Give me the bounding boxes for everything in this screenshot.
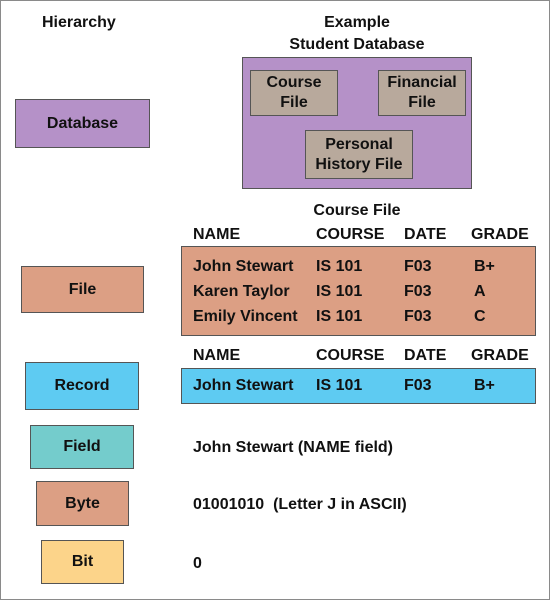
course-file-table (181, 246, 536, 336)
record-course: IS 101 (316, 377, 363, 394)
file-row-1-date: F03 (404, 258, 432, 275)
personal-history-file-line1: Personal (325, 135, 393, 153)
hierarchy-file-label: File (68, 280, 97, 298)
financial-file-line1: Financial (387, 74, 457, 91)
hierarchy-record-label: Record (54, 377, 110, 394)
personal-history-file-box (305, 130, 413, 179)
file-row-3-grade: C (474, 308, 486, 325)
hierarchy-bit-label: Bit (71, 553, 94, 570)
file-header-grade: GRADE (471, 226, 529, 243)
course-file-line1: Course (266, 74, 322, 91)
record-row-box (181, 368, 536, 404)
file-row-2-course: IS 101 (316, 283, 363, 300)
file-row-3-date: F03 (404, 308, 432, 325)
hierarchy-byte-label: Byte (65, 494, 100, 512)
hierarchy-bit-box (41, 540, 124, 584)
personal-history-file-line2: History File (315, 155, 403, 173)
record-header-name: NAME (193, 347, 241, 364)
hierarchy-field-box (30, 425, 134, 469)
example-heading: Example (324, 14, 390, 31)
file-row-2-date: F03 (404, 283, 432, 300)
hierarchy-field-label: Field (63, 438, 101, 455)
file-header-course: COURSE (316, 226, 385, 243)
hierarchy-byte-box (36, 481, 129, 526)
record-grade: B+ (474, 377, 495, 394)
bit-example-text: 0 (193, 555, 202, 572)
record-header-course: COURSE (316, 347, 385, 364)
file-row-2-name: Karen Taylor (193, 283, 290, 300)
financial-file-box (378, 70, 466, 116)
file-row-1-grade: B+ (474, 258, 495, 275)
field-example-text: John Stewart (NAME field) (193, 439, 394, 456)
file-header-name: NAME (193, 226, 241, 243)
course-file-box (250, 70, 338, 116)
hierarchy-file-box (21, 266, 144, 313)
file-row-3-name: Emily Vincent (193, 308, 298, 325)
file-row-1-course: IS 101 (316, 258, 363, 275)
course-file-line2: File (280, 94, 308, 111)
hierarchy-database-label: Database (46, 114, 119, 132)
financial-file-line2: File (408, 94, 436, 111)
record-header-date: DATE (404, 347, 447, 364)
file-row-1-name: John Stewart (193, 258, 294, 275)
byte-example-text: 01001010 (Letter J in ASCII) (193, 496, 407, 513)
record-date: F03 (404, 377, 432, 394)
record-header-grade: GRADE (471, 347, 529, 364)
file-header-date: DATE (404, 226, 447, 243)
file-row-2-grade: A (474, 283, 486, 300)
example-subheading: Student Database (289, 36, 425, 53)
hierarchy-database-box (15, 99, 150, 148)
file-row-3-course: IS 101 (316, 308, 363, 325)
database-example-box (242, 57, 472, 189)
record-name: John Stewart (193, 377, 294, 394)
hierarchy-heading: Hierarchy (42, 14, 116, 31)
hierarchy-record-box (25, 362, 139, 410)
course-file-title: Course File (313, 202, 401, 219)
